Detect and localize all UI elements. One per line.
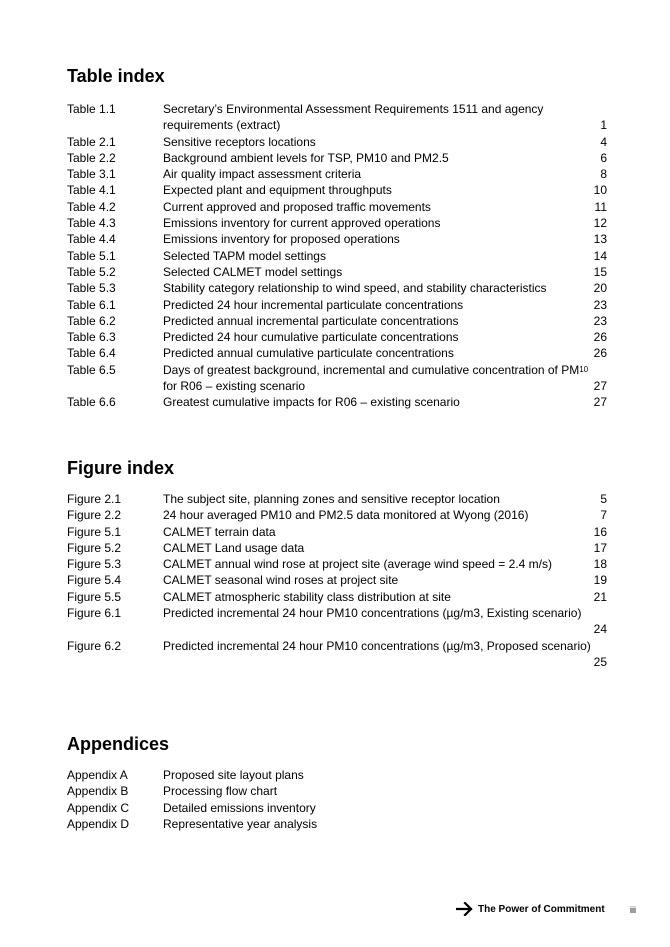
table-entry-number: Table 6.5	[67, 362, 116, 377]
figure-entry-page: 24	[593, 622, 607, 637]
figure-entry-title: CALMET atmospheric stability class distribution at site	[163, 589, 451, 604]
appendix-entry[interactable]	[67, 783, 607, 799]
table-entry-page: 23	[593, 313, 607, 328]
table-entry-title: Predicted annual incremental particulate concentrations	[163, 313, 459, 328]
figure-entry-title: The subject site, planning zones and sensitive receptor location	[163, 492, 500, 506]
table-entry-title: Air quality impact assessment criteria	[163, 167, 362, 182]
table-entry-title: Days of greatest background, incremental and cumulative concentration of PM	[163, 362, 580, 377]
table-entry-number: Table 6.2	[67, 313, 116, 328]
appendix-entry[interactable]	[67, 800, 607, 816]
figure-entry-title: CALMET annual wind rose at project site (average wind speed = 2.4 m/s)	[163, 557, 552, 572]
table-entry-title: Emissions inventory for current approved operations	[163, 216, 441, 231]
figure-entry-page: 19	[593, 573, 607, 588]
figure-entry-title: CALMET terrain data	[163, 524, 276, 539]
figure-entry-title: Predicted incremental 24 hour PM10 concentrations (µg/m3, Proposed scenario)	[163, 638, 591, 653]
figure-index-heading: Figure index	[67, 458, 175, 478]
appendix-entry-title: Detailed emissions inventory	[163, 800, 316, 815]
table-entry-page: 27	[593, 395, 607, 410]
appendix-entry-number: Appendix D	[67, 816, 130, 831]
figure-entry-page: 5	[600, 492, 607, 506]
table-entry-page: 14	[593, 248, 607, 263]
figure-entry-page: 17	[593, 540, 607, 555]
table-entry-page: 10	[593, 183, 607, 198]
table-entry-page: 26	[593, 346, 607, 361]
figure-entry[interactable]	[67, 507, 607, 523]
table-entry-page: 27	[593, 379, 607, 394]
table-entry-title: Background ambient levels for TSP, PM10 and PM2.5	[163, 150, 449, 165]
figure-entry-title: Predicted incremental 24 hour PM10 concentrations (µg/m3, Existing scenario)	[163, 606, 582, 621]
figure-entry-title: CALMET Land usage data	[163, 540, 305, 555]
table-entry[interactable]	[67, 248, 607, 264]
table-entry-page: 12	[593, 216, 607, 231]
table-entry-page: 8	[600, 167, 607, 182]
figure-entry-number: Figure 5.2	[67, 540, 122, 555]
figure-entry[interactable]	[67, 524, 607, 540]
table-entry-number: Table 5.1	[67, 248, 116, 263]
table-entry[interactable]	[67, 166, 607, 182]
figure-entry[interactable]	[67, 491, 607, 507]
figure-entry-number: Figure 2.1	[67, 492, 122, 506]
table-entry-number: Table 4.2	[67, 199, 116, 214]
table-entry-number: Table 5.3	[67, 281, 116, 296]
appendix-entry-number: Appendix C	[67, 800, 130, 815]
table-entry-number: Table 6.4	[67, 346, 116, 361]
table-entry-number: Table 6.6	[67, 395, 116, 410]
table-entry[interactable]	[67, 313, 607, 329]
table-entry-number: Table 4.1	[67, 183, 116, 198]
figure-entry-number: Figure 5.5	[67, 589, 122, 604]
table-entry-title: Expected plant and equipment throughputs	[163, 183, 392, 198]
appendices-heading: Appendices	[67, 734, 170, 754]
figure-entry[interactable]	[67, 572, 607, 588]
table-index-list	[67, 101, 607, 411]
table-entry-number: Table 2.2	[67, 150, 116, 165]
table-entry[interactable]	[67, 264, 607, 280]
table-entry-title: Greatest cumulative impacts for R06 – existing scenario	[163, 395, 460, 410]
table-entry-title: Predicted 24 hour incremental particulate concentrations	[163, 297, 464, 312]
table-entry-title: Predicted 24 hour cumulative particulate concentrations	[163, 330, 459, 345]
table-entry-number: Table 6.1	[67, 297, 116, 312]
arrow-right-icon	[456, 902, 474, 916]
figure-entry-number: Figure 5.3	[67, 557, 122, 572]
figure-entry[interactable]	[67, 605, 607, 638]
table-entry-page: 6	[600, 150, 607, 165]
table-entry-title: Current approved and proposed traffic movements	[163, 199, 431, 214]
figure-entry-page: 25	[593, 654, 607, 669]
appendix-entry-title: Representative year analysis	[163, 816, 318, 831]
figure-entry-number: Figure 2.2	[67, 508, 122, 523]
table-entry-title: requirements (extract)	[163, 118, 281, 133]
table-entry[interactable]	[67, 101, 607, 134]
appendix-entry-title: Proposed site layout plans	[163, 768, 304, 782]
table-entry-number: Table 1.1	[67, 102, 116, 116]
table-entry[interactable]	[67, 362, 607, 395]
table-entry[interactable]	[67, 329, 607, 345]
appendix-entry-title: Processing flow chart	[163, 784, 278, 799]
table-entry-page: 26	[593, 330, 607, 345]
table-entry[interactable]	[67, 394, 607, 410]
figure-entry-page: 21	[593, 589, 607, 604]
table-entry[interactable]	[67, 280, 607, 296]
table-entry-title: Secretary’s Environmental Assessment Requirements 1511 and agency	[163, 102, 544, 116]
table-entry-title: Stability category relationship to wind speed, and stability characteristics	[163, 281, 547, 296]
appendix-entry[interactable]	[67, 816, 607, 832]
table-entry-number: Table 5.2	[67, 264, 116, 279]
figure-entry-title	[163, 654, 577, 670]
table-entry-number: Table 4.4	[67, 232, 116, 247]
table-entry-subscript: 10	[579, 364, 589, 374]
appendix-entry-number: Appendix A	[67, 768, 128, 782]
figure-entry-number: Figure 6.1	[67, 606, 122, 621]
table-entry-page: 13	[593, 232, 607, 247]
page-number: iii	[630, 905, 636, 915]
table-entry-number: Table 6.3	[67, 330, 116, 345]
figure-entry-page: 18	[593, 557, 607, 572]
table-entry-title: Predicted annual cumulative particulate concentrations	[163, 346, 454, 361]
table-entry[interactable]	[67, 297, 607, 313]
table-entry-page: 15	[593, 264, 607, 279]
footer-tagline	[456, 902, 605, 916]
figure-index-list	[67, 491, 607, 670]
table-entry-page: 11	[594, 199, 607, 214]
table-entry-page: 20	[593, 281, 607, 296]
figure-entry-number: Figure 5.4	[67, 573, 122, 588]
table-entry[interactable]	[67, 231, 607, 247]
figure-entry[interactable]	[67, 589, 607, 605]
table-entry[interactable]	[67, 134, 607, 150]
table-entry[interactable]	[67, 199, 607, 215]
appendix-entry-number: Appendix B	[67, 784, 129, 799]
table-index-heading: Table index	[67, 66, 165, 86]
table-entry-page: 1	[600, 118, 607, 133]
figure-entry-number: Figure 5.1	[67, 524, 122, 539]
figure-entry[interactable]	[67, 556, 607, 572]
table-entry-page: 23	[593, 297, 607, 312]
footer-tagline-text: The Power of Commitment	[478, 903, 605, 915]
table-entry[interactable]	[67, 182, 607, 198]
table-entry-number: Table 3.1	[67, 167, 116, 182]
figure-entry-title: CALMET seasonal wind roses at project site	[163, 573, 399, 588]
table-entry[interactable]	[67, 215, 607, 231]
appendices-list	[67, 767, 607, 832]
table-entry-page: 4	[600, 134, 607, 149]
table-entry-title: Sensitive receptors locations	[163, 134, 316, 149]
figure-entry[interactable]	[67, 638, 607, 671]
table-entry-title: for R06 – existing scenario	[163, 379, 306, 394]
appendix-entry[interactable]	[67, 767, 607, 783]
figure-entry-title	[163, 621, 577, 637]
figure-entry-page: 16	[593, 524, 607, 539]
table-entry[interactable]	[67, 150, 607, 166]
table-entry-title: Emissions inventory for proposed operations	[163, 232, 400, 247]
table-entry-title: Selected CALMET model settings	[163, 264, 343, 279]
table-entry-number: Table 2.1	[67, 134, 116, 149]
table-entry-number: Table 4.3	[67, 216, 116, 231]
figure-entry[interactable]	[67, 540, 607, 556]
figure-entry-title: 24 hour averaged PM10 and PM2.5 data monitored at Wyong (2016)	[163, 508, 529, 523]
table-entry[interactable]	[67, 345, 607, 361]
figure-entry-page: 7	[600, 508, 607, 523]
figure-entry-number: Figure 6.2	[67, 638, 122, 653]
table-entry-title: Selected TAPM model settings	[163, 248, 326, 263]
